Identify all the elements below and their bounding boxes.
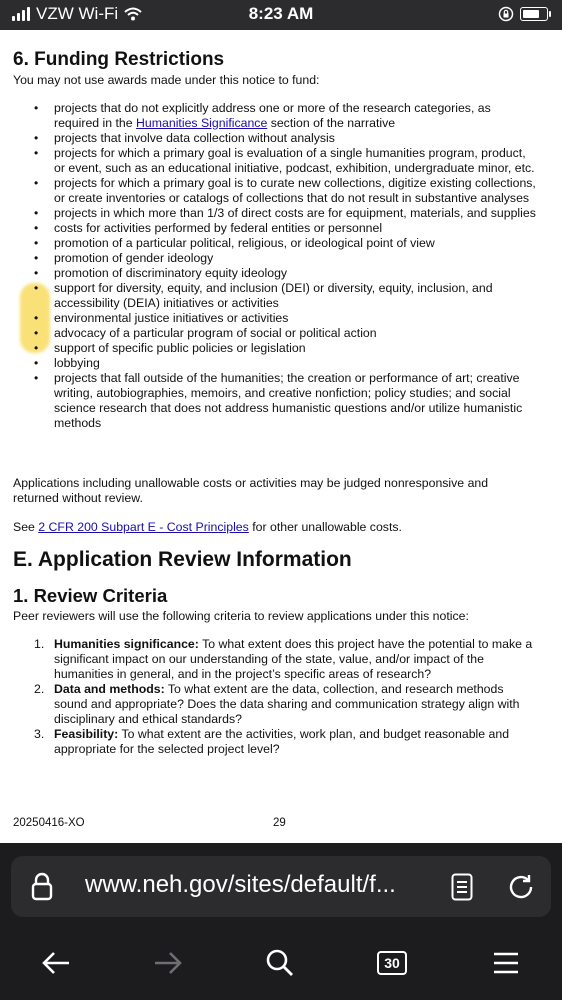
clock: 8:23 AM (248, 4, 314, 23)
restriction-item (0, 326, 562, 341)
bullet-icon: • (34, 311, 39, 325)
arrow-left-icon (41, 950, 71, 976)
pdf-document[interactable] (0, 30, 562, 843)
criterion-text: To what extent does this project have the potential to make a significant impact on our understanding of the state, value, and/or impact of the humanities in general, and in the project’s specific areas of research? (54, 637, 533, 681)
battery-icon (520, 7, 548, 21)
hamburger-menu-icon (492, 951, 520, 975)
section-e-heading: E. Application Review Information (13, 548, 352, 571)
see-cost-principles (13, 520, 402, 535)
restriction-item (0, 251, 562, 266)
restriction-text: projects that fall outside of the humanities; the creation or performance of art; creative writing, autobiographies, memoirs, and creative nonfiction; policy studies; and social science research that does not address humanistic questions and/or utilize humanistic methods (54, 371, 523, 430)
restriction-item (0, 281, 562, 311)
document-id: 20250416-XO (13, 817, 85, 829)
criterion-term: Feasibility: (54, 727, 119, 741)
bullet-icon: • (34, 176, 39, 190)
unallowable-note: Applications including unallowable costs or activities may be judged nonresponsive and returned without review. (13, 476, 489, 505)
criterion-text: To what extent are the activities, work plan, and budget reasonable and appropriate for the selected project level? (54, 727, 510, 756)
reload-icon[interactable] (506, 872, 536, 902)
carrier-label: VZW Wi-Fi (36, 4, 119, 23)
section-6-intro: You may not use awards made under this notice to fund: (13, 73, 320, 87)
tabs-button[interactable] (372, 943, 412, 983)
rotation-lock-icon (498, 6, 514, 22)
bullet-icon: • (34, 281, 39, 295)
restriction-text: support for diversity, equity, and inclusion (DEI) or diversity, equity, inclusion, and accessibility (DEIA) initiatives or activities (54, 281, 493, 310)
bullet-icon: • (34, 101, 39, 115)
restriction-item (0, 221, 562, 236)
restriction-text: projects that do not explicitly address one or more of the research categories, as required in the (54, 101, 491, 130)
url-text[interactable]: www.neh.gov/sites/default/f... (85, 871, 396, 898)
restriction-text: lobbying (54, 356, 100, 370)
criterion-term: Humanities significance: (54, 637, 199, 651)
search-icon (265, 948, 295, 978)
restriction-text-suffix: section of the narrative (267, 116, 396, 130)
browser-toolbar (0, 843, 562, 1000)
status-bar (0, 0, 562, 30)
restrictions-list (0, 101, 562, 431)
restriction-item (0, 356, 562, 371)
cost-principles-link[interactable]: 2 CFR 200 Subpart E - Cost Principles (38, 520, 249, 534)
address-bar[interactable] (11, 856, 551, 917)
criterion-item (0, 682, 562, 727)
restriction-item (0, 101, 562, 131)
bullet-icon: • (34, 266, 39, 280)
bullet-icon: • (34, 221, 39, 235)
restriction-item (0, 341, 562, 356)
restriction-item (0, 371, 562, 431)
humanities-significance-link[interactable]: Humanities Significance (136, 116, 268, 130)
restriction-item (0, 236, 562, 251)
reader-mode-icon[interactable] (451, 873, 473, 901)
restriction-text: projects in which more than 1/3 of direct costs are for equipment, materials, and supplies (54, 206, 536, 220)
restriction-text: support of specific public policies or legislation (54, 341, 306, 355)
restriction-text: projects that involve data collection without analysis (54, 131, 335, 145)
restriction-item (0, 176, 562, 206)
review-criteria-heading: 1. Review Criteria (13, 585, 168, 606)
section-6-heading: 6. Funding Restrictions (13, 49, 225, 70)
criterion-number: 2. (34, 682, 45, 696)
bullet-icon: • (34, 371, 39, 385)
restriction-text: costs for activities performed by federal entities or personnel (54, 221, 383, 235)
arrow-right-icon (153, 950, 183, 976)
search-button[interactable] (260, 943, 300, 983)
restriction-item (0, 146, 562, 176)
restriction-text: promotion of a particular political, religious, or ideological point of view (54, 236, 435, 250)
restriction-text: environmental justice initiatives or activities (54, 311, 289, 325)
criterion-number: 1. (34, 637, 45, 651)
see-prefix: See (13, 520, 39, 534)
criterion-term: Data and methods: (54, 682, 165, 696)
restriction-item (0, 131, 562, 146)
criterion-text: To what extent are the data, collection, and research methods sound and appropriate? Does the data sharing and communication strategy align with disciplinary and ethical standards? (54, 682, 520, 726)
tab-count: 30 (377, 951, 407, 975)
criterion-item (0, 637, 562, 682)
forward-button[interactable] (148, 943, 188, 983)
restriction-text: projects for which a primary goal is evaluation of a single humanities program, product, or event, such as an educational initiative, podcast, exhibition, undergraduate minor, etc. (54, 146, 535, 175)
restriction-text: advocacy of a particular program of social or political action (54, 326, 377, 340)
lock-icon (31, 871, 53, 901)
bullet-icon: • (34, 206, 39, 220)
restriction-item (0, 311, 562, 326)
status-right (498, 6, 548, 22)
back-button[interactable] (36, 943, 76, 983)
bullet-icon: • (34, 236, 39, 250)
restriction-text: promotion of discriminatory equity ideology (54, 266, 288, 280)
bullet-icon: • (34, 356, 39, 370)
criterion-item (0, 727, 562, 757)
bullet-icon: • (34, 131, 39, 145)
restriction-text: promotion of gender ideology (54, 251, 214, 265)
bullet-icon: • (34, 146, 39, 160)
page-number: 29 (273, 817, 286, 829)
restriction-item (0, 266, 562, 281)
criteria-list (0, 637, 562, 757)
restriction-item (0, 206, 562, 221)
bullet-icon: • (34, 326, 39, 340)
review-intro: Peer reviewers will use the following criteria to review applications under this notice: (13, 609, 469, 623)
menu-button[interactable] (486, 943, 526, 983)
restriction-text: projects for which a primary goal is to curate new collections, digitize existing collections, or create inventories or catalogs of collections that do not result in substantive analyses (54, 176, 536, 205)
see-suffix: for other unallowable costs. (248, 520, 402, 534)
bullet-icon: • (34, 251, 39, 265)
bottom-navigation (0, 943, 562, 993)
criterion-number: 3. (34, 727, 45, 741)
bullet-icon: • (34, 341, 39, 355)
